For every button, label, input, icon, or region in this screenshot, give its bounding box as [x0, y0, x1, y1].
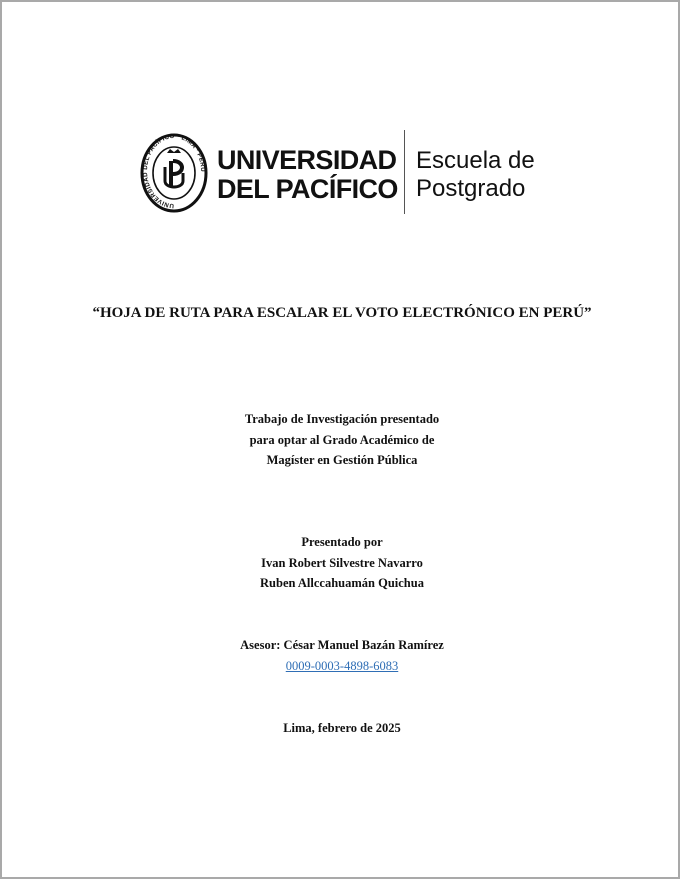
place-date: Lima, febrero de 2025 — [283, 721, 401, 735]
description-line: para optar al Grado Académico de — [249, 432, 435, 447]
university-seal-icon — [140, 133, 208, 213]
presented-by-label: Presentado por — [301, 535, 383, 549]
author-name: Ruben Allccahuamán Quichua — [260, 576, 424, 590]
author-name: Ivan Robert Silvestre Navarro — [261, 555, 423, 570]
school-name-line2: Postgrado — [416, 175, 526, 202]
university-name-line2: DEL PACÍFICO — [217, 174, 398, 204]
description-line: Magíster en Gestión Pública — [266, 453, 418, 467]
description-line: Trabajo de Investigación presentado — [244, 412, 440, 426]
logo-divider — [404, 130, 405, 214]
university-name — [217, 146, 398, 204]
seal-text: UNIVERSIDAD DEL PACÍFICO · LIMA · PERÚ — [142, 133, 207, 210]
thesis-description — [92, 409, 592, 471]
presented-by-block — [92, 532, 592, 594]
advisor-orcid-link[interactable]: 0009-0003-4898-6083 — [285, 659, 399, 673]
thesis-title: “HOJA DE RUTA PARA ESCALAR EL VOTO ELECTRÓNICO EN PERÚ” — [92, 305, 592, 321]
school-name-line1: Escuela de — [416, 147, 535, 174]
advisor-line: Asesor: César Manuel Bazán Ramírez — [240, 638, 444, 652]
university-logo — [140, 128, 550, 216]
school-name — [416, 147, 535, 203]
university-name-line1: UNIVERSIDAD — [217, 145, 397, 175]
